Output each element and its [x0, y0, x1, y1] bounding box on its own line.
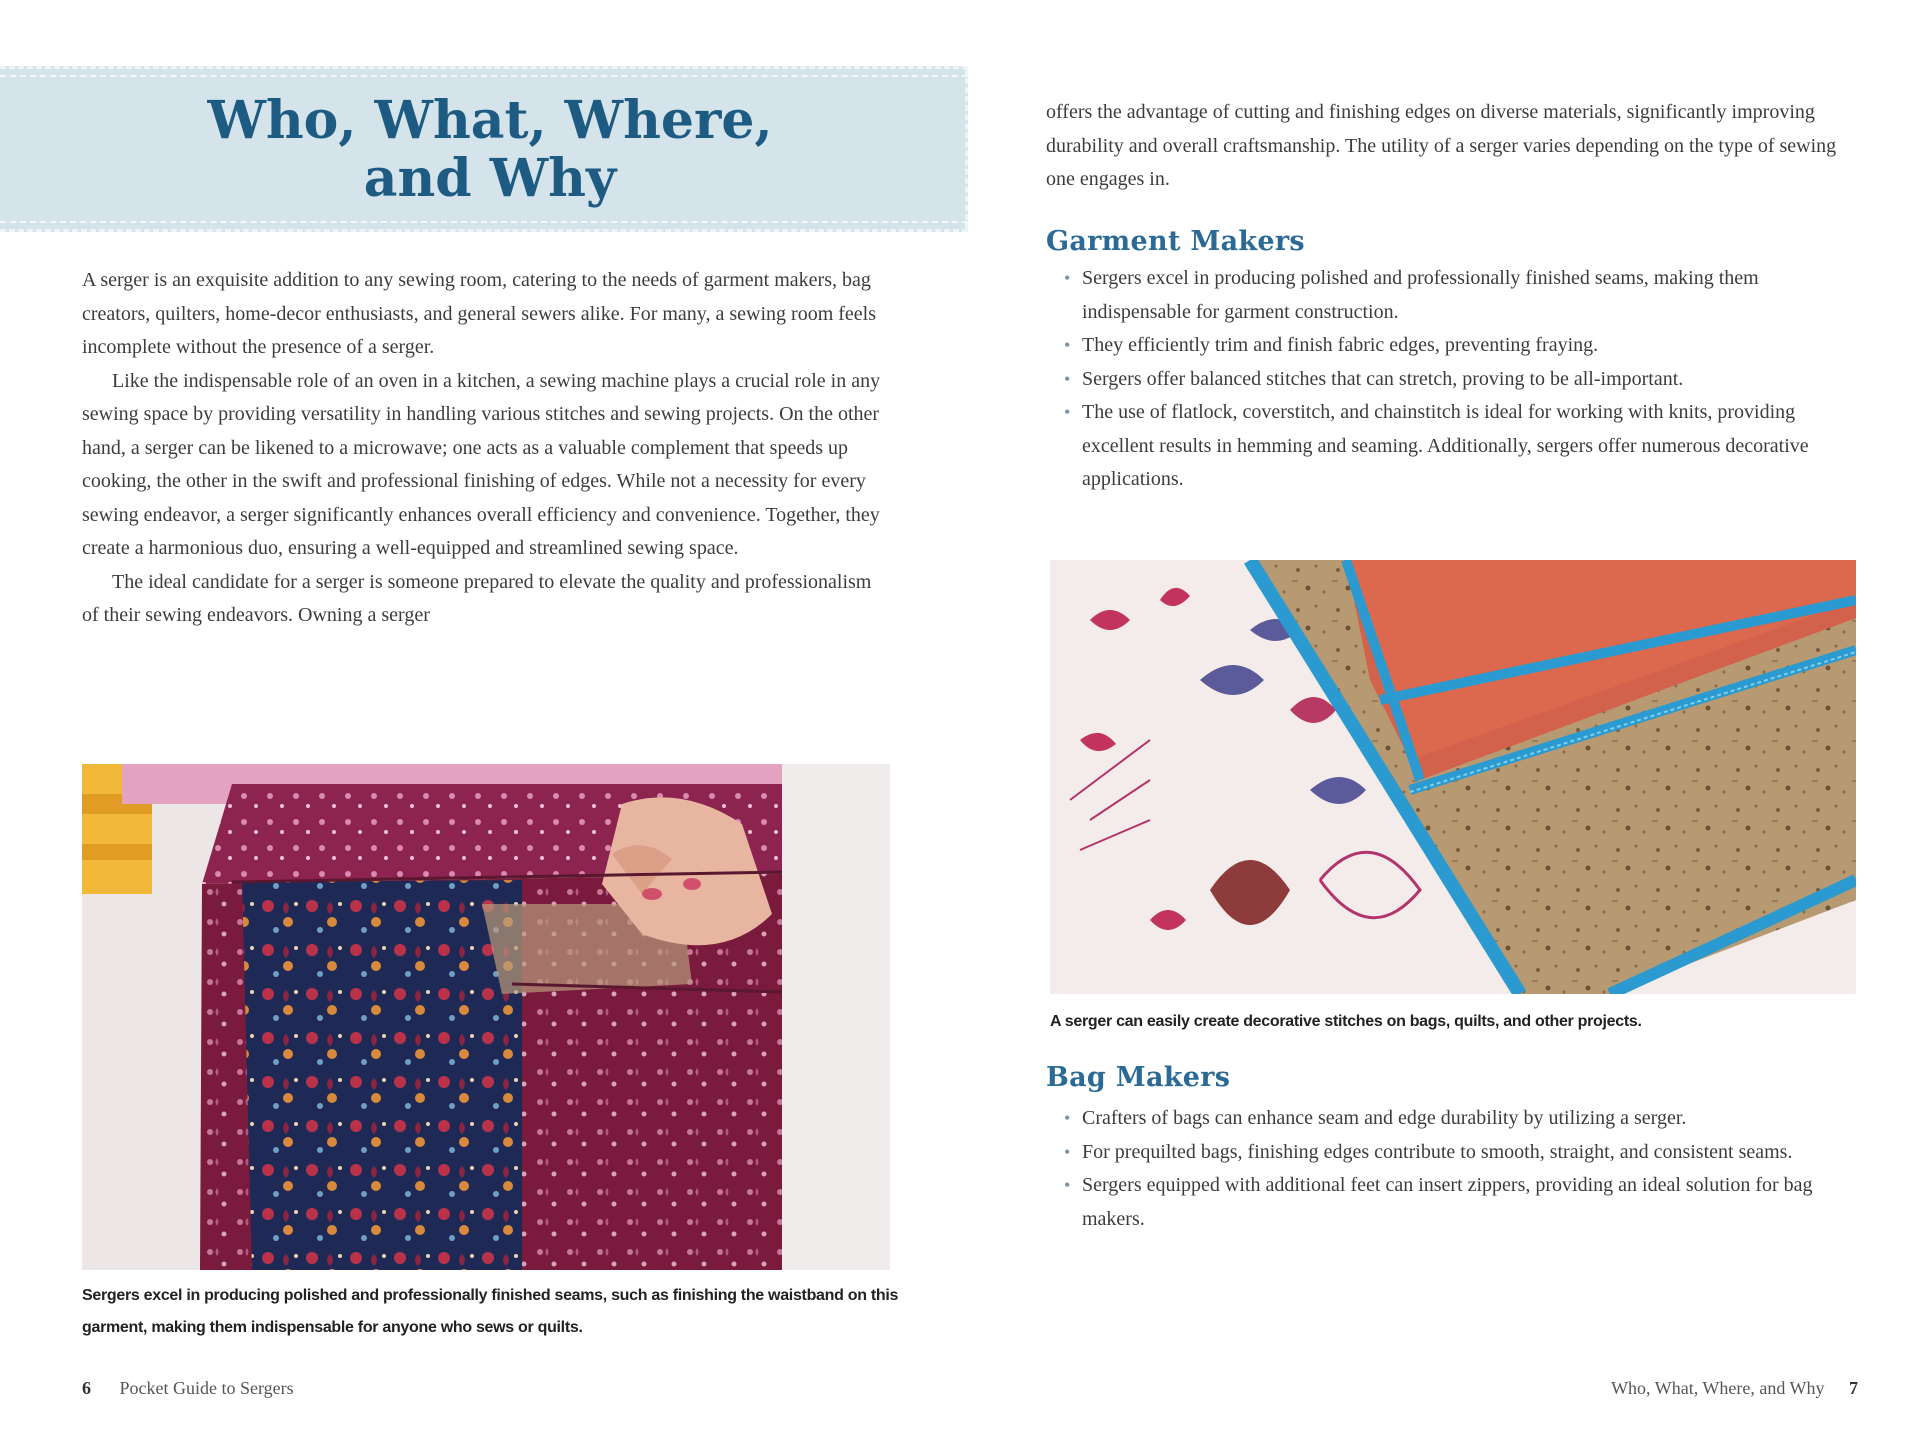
- list-item: • Sergers equipped with additional feet can insert zippers, providing an ideal solution for bag makers.: [1046, 1169, 1860, 1236]
- paragraph: Like the indispensable role of an oven in a kitchen, a sewing machine plays a crucial role in any sewing space by providing versatility in handling various stitches and sewing projects. On the other hand, a serger can be likened to a microwave; one acts as a valuable complement that speeds up cooking, the other in the swift and professional finishing of edges. While not a necessity for every sewing endeavor, a serger significantly enhances overall efficiency and convenience. Together, they create a harmonious duo, ensuring a well-equipped and streamlined sewing space.: [82, 369, 881, 559]
- left-folio: [82, 1378, 294, 1399]
- chapter-title-line1: Who, What, Where,: [207, 90, 773, 151]
- right-folio: [1528, 1378, 1858, 1399]
- garment-makers-heading: Garment Makers: [1046, 226, 1305, 257]
- bag-makers-heading: Bag Makers: [1046, 1062, 1231, 1093]
- bullet-icon: •: [1064, 1108, 1071, 1128]
- list-item: • Sergers excel in producing polished and professionally finished seams, making them indispensable for garment construction.: [1046, 262, 1846, 329]
- cork-bag-photo: [1050, 560, 1856, 994]
- waistband-garment-photo: [82, 764, 890, 1270]
- list-item: • For prequilted bags, finishing edges contribute to smooth, straight, and consistent seams.: [1046, 1136, 1860, 1170]
- photo-caption: Sergers excel in producing polished and professionally finished seams, such as finishing the waistband on this garment, making them indispensable for anyone who sews or quilts.: [82, 1287, 899, 1336]
- list-item: • They efficiently trim and finish fabric edges, preventing fraying.: [1046, 329, 1846, 363]
- running-footer: Who, What, Where, and Why: [1611, 1378, 1825, 1398]
- bullet-icon: •: [1064, 268, 1071, 288]
- garment-makers-list: [1046, 262, 1846, 497]
- right-intro-text: [1046, 96, 1846, 197]
- running-footer: Pocket Guide to Sergers: [119, 1378, 294, 1398]
- list-item: • The use of flatlock, coverstitch, and chainstitch is ideal for working with knits, providing excellent results in hemming and seaming. Additionally, sergers offer numerous decorative applications.: [1046, 396, 1846, 497]
- bullet-icon: •: [1064, 1141, 1071, 1162]
- paragraph: A serger is an exquisite addition to any sewing room, catering to the needs of garment makers, bag creators, quilters, home-decor enthusiasts, and general sewers alike. For many, a sewing room feels incomplete without the presence of a serger.: [82, 269, 877, 358]
- bullet-icon: •: [1064, 1175, 1071, 1195]
- paragraph: The ideal candidate for a serger is someone prepared to elevate the quality and professionalism of their sewing endeavors. Owning a serger: [82, 570, 872, 626]
- chapter-title-line2: and Why: [363, 148, 617, 209]
- bullet-icon: •: [1064, 402, 1071, 422]
- bullet-icon: •: [1064, 335, 1071, 355]
- left-body-text: [82, 264, 892, 633]
- chapter-title: [140, 92, 840, 208]
- bag-makers-list: [1046, 1102, 1860, 1236]
- paragraph: offers the advantage of cutting and finishing edges on diverse materials, significantly improving durability and overall craftsmanship. The utility of a serger varies depending on the type of sewing one engages in.: [1046, 101, 1837, 190]
- page-number: 6: [82, 1378, 91, 1398]
- bullet-icon: •: [1064, 368, 1071, 389]
- page-number: 7: [1849, 1378, 1858, 1398]
- list-item: • Sergers offer balanced stitches that can stretch, proving to be all-important.: [1046, 363, 1846, 397]
- list-item: • Crafters of bags can enhance seam and edge durability by utilizing a serger.: [1046, 1102, 1860, 1136]
- photo-caption: A serger can easily create decorative stitches on bags, quilts, and other projects.: [1050, 1013, 1642, 1030]
